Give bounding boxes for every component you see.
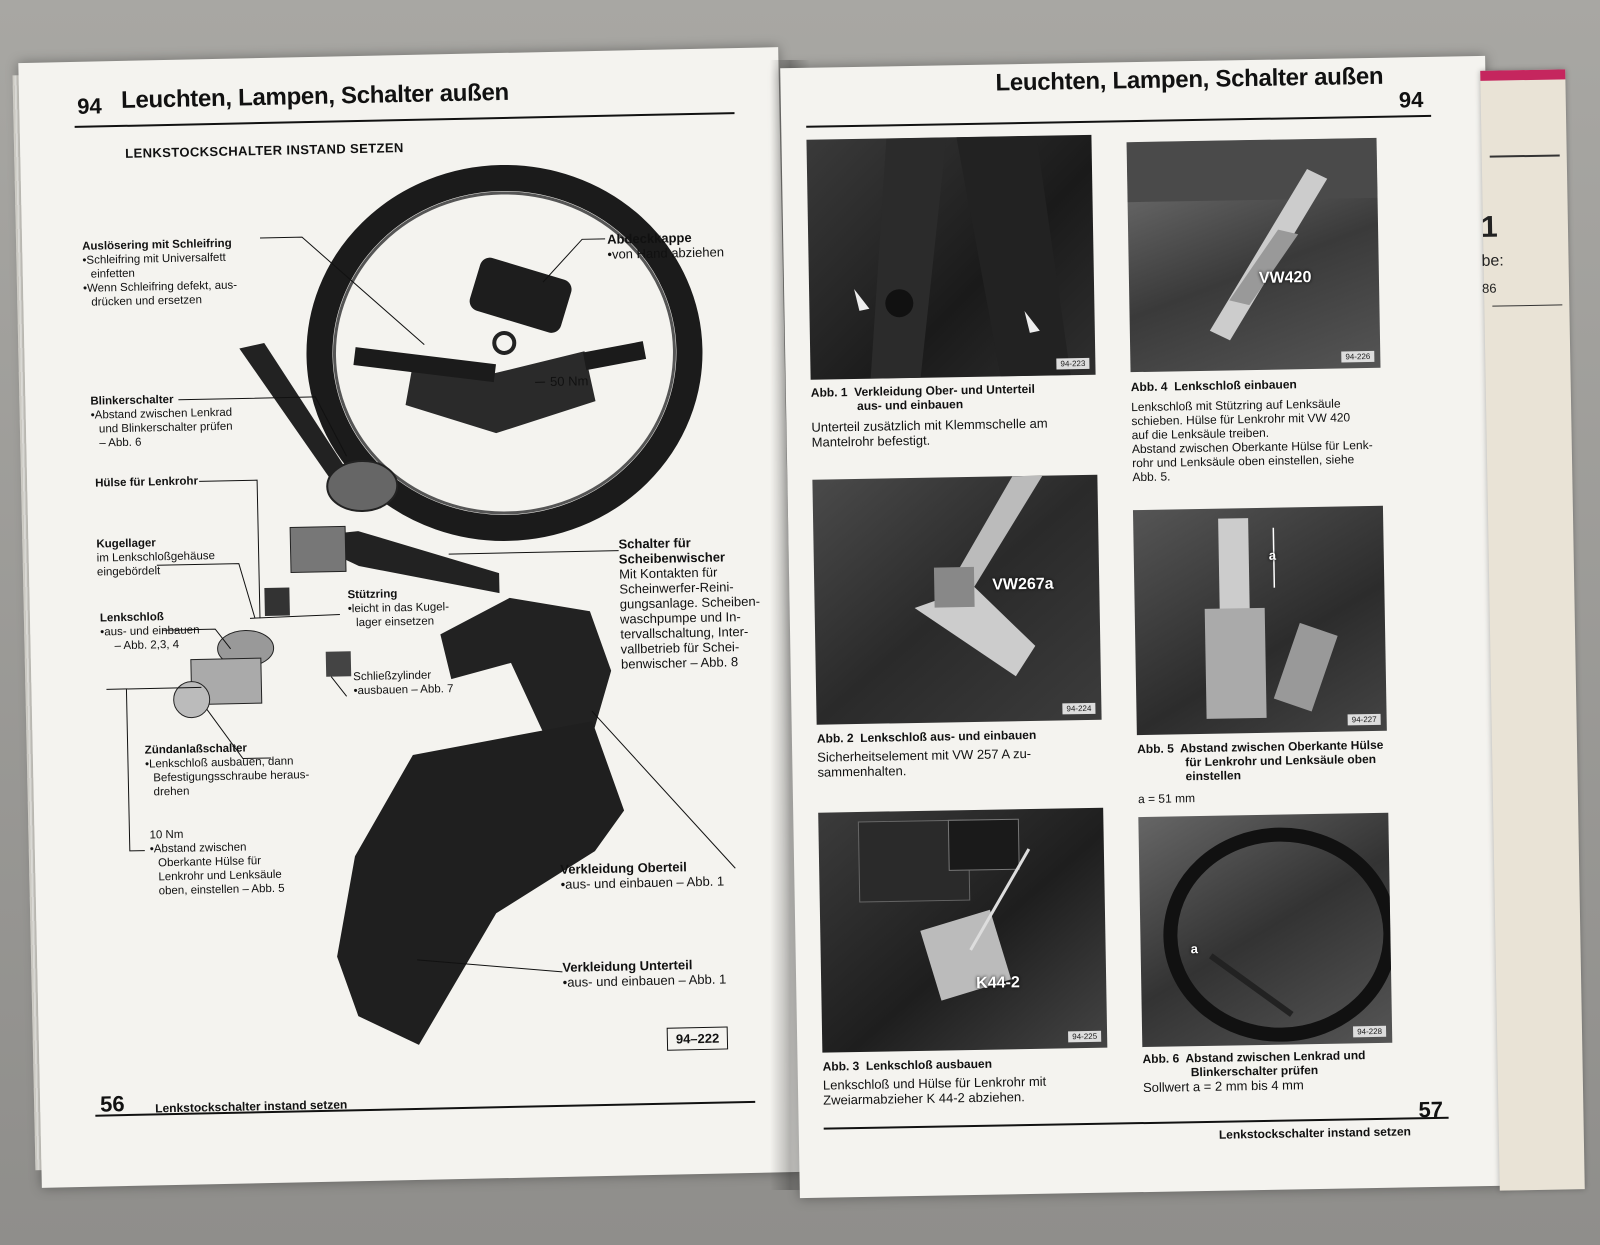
caption-abb5: Abb. 5 Abstand zwischen Oberkante Hülse für Lenkrohr und Lenksäule oben einstellen a = 51 mm <box>1137 737 1384 807</box>
left-header-number: 94 <box>76 93 102 119</box>
nut <box>494 333 514 353</box>
photo-label-a: a <box>1190 941 1198 957</box>
photo-label-vw267a: VW267a <box>992 575 1054 594</box>
wiper-switch <box>290 526 346 572</box>
blinker-switch <box>327 460 398 511</box>
right-header-number: 94 <box>1398 87 1424 113</box>
label-10nm: 10 Nm •Abstand zwischen Oberkante Hülse für Lenkrohr und Lenksäule oben, einstellen – Abb. 5 <box>149 828 285 898</box>
section-title: LENKSTOCKSCHALTER INSTAND SETZEN <box>125 140 404 161</box>
photo-abb6 <box>1138 813 1392 1047</box>
fig-tag: 94-224 <box>1062 703 1095 715</box>
label-schalter-scheibenwischer: Schalter für Scheibenwischer Mit Kontakten für Scheinwerfer-Reini- gungsanlage. Scheiben- waschpumpe und In- tervallschaltung, Inter- vallbetrieb für Schei- benwischer – Abb. 8 <box>618 535 761 672</box>
photo-abb5 <box>1133 506 1387 735</box>
cover-rule <box>1490 154 1560 157</box>
photo-abb3 <box>818 808 1107 1053</box>
ignition-switch <box>173 681 210 718</box>
photo-abb2 <box>812 475 1101 725</box>
label-blinkerschalter: Blinkerschalter •Abstand zwischen Lenkrad und Blinkerschalter prüfen – Abb. 6 <box>90 393 233 450</box>
cover-stripe <box>1480 69 1565 80</box>
lock-cylinder <box>326 651 352 677</box>
label-huelse: Hülse für Lenkrohr <box>95 475 199 490</box>
caption-abb1: Abb. 1 Verkleidung Ober- und Unterteil aus- und einbauen Unterteil zusätzlich mit Klemmschelle am Mantelrohr befestigt. <box>810 381 1048 450</box>
fig-tag: 94-225 <box>1068 1031 1101 1043</box>
cover-text-b: be: <box>1481 252 1504 270</box>
label-stuetzring: Stützring •leicht in das Kugel- lager einsetzen <box>347 588 450 630</box>
left-page-number: 56 <box>99 1091 125 1117</box>
label-kugellager: Kugellager im Lenkschloßgehäuse eingebördelt <box>96 537 216 579</box>
photo-label-vw420: VW420 <box>1258 269 1312 287</box>
left-page <box>18 47 801 1188</box>
cover-cap <box>467 255 574 335</box>
photo-label-k44-2: K44-2 <box>976 974 1020 992</box>
cover-text-a: 1 <box>1480 210 1498 244</box>
photo-label-a: a <box>1268 547 1277 563</box>
cover-rule-2 <box>1492 304 1562 306</box>
fig-tag: 94-226 <box>1341 351 1374 363</box>
label-lenkschloss: Lenkschloß •aus- und einbauen – Abb. 2,3, 4 <box>99 611 200 653</box>
fig-tag: 94-228 <box>1353 1026 1386 1038</box>
label-verkleidung-oberteil: Verkleidung Oberteil •aus- und einbauen – Abb. 1 <box>560 859 725 892</box>
label-zuendanlassschalter: Zündanlaßschalter •Lenkschloß ausbauen, dann Befestigungsschraube heraus- drehen <box>144 742 310 799</box>
label-schliesszylinder: Schließzylinder •ausbauen – Abb. 7 <box>353 669 454 698</box>
caption-abb3: Abb. 3 Lenkschloß ausbauen Lenkschloß und Hülse für Lenkrohr mit Zweiarmabzieher K 44-2 abziehen. <box>822 1056 1047 1108</box>
caption-abb6: Abb. 6 Abstand zwischen Lenkrad und Blinkerschalter prüfen Sollwert a = 2 mm bis 4 mm <box>1142 1048 1366 1096</box>
photo-abb4 <box>1127 138 1381 372</box>
fig-tag: 94-223 <box>1056 358 1089 370</box>
right-page-number: 57 <box>1418 1096 1444 1123</box>
right-footer: Lenkstockschalter instand setzen <box>1218 1124 1412 1142</box>
caption-abb2: Abb. 2 Lenkschloß aus- und einbauen Sicherheitselement mit VW 257 A zu- sammenhalten. <box>816 727 1037 780</box>
label-abdeckkappe: Abdeckkappe •von Hand abziehen <box>606 230 725 262</box>
figure-number: 94–222 <box>667 1026 729 1050</box>
bushing <box>264 588 290 617</box>
right-page <box>780 56 1505 1198</box>
right-header-title: Leuchten, Lampen, Schalter außen <box>995 62 1384 97</box>
cover-text-c: 86 <box>1481 280 1497 296</box>
photo-abb1 <box>806 135 1095 380</box>
left-footer: Lenkstockschalter instand setzen <box>155 1097 348 1116</box>
caption-abb4: Abb. 4 Lenkschloß einbauen Lenkschloß mit Stützring auf Lenksäule schieben. Hülse für Lenkrohr mit VW 420 auf die Lenksäule treiben. Abstand zwischen Oberkante Hülse für Lenk- rohr und Lenksäule oben einstellen, siehe Abb. 5. <box>1130 377 1373 485</box>
right-header-rule <box>806 115 1431 128</box>
label-verkleidung-unterteil: Verkleidung Unterteil •aus- und einbauen – Abb. 1 <box>562 957 727 990</box>
fig-tag: 94-227 <box>1348 714 1381 726</box>
left-header-title: Leuchten, Lampen, Schalter außen <box>120 78 510 114</box>
label-50nm: 50 Nm <box>549 373 589 390</box>
label-ausloesering: Auslösering mit Schleifring •Schleifring mit Universalfett einfetten •Wenn Schleifring defekt, aus- drücken und ersetzen <box>82 237 238 309</box>
